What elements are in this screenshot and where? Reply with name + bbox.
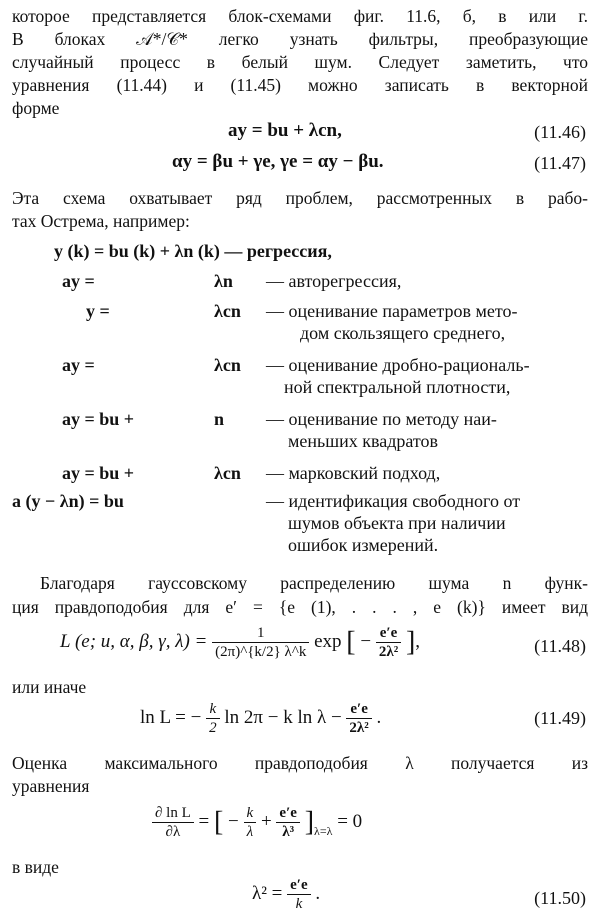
list-mid: n <box>214 409 225 429</box>
numerator: k <box>206 700 220 719</box>
numerator: ∂ ln L <box>152 804 194 823</box>
numerator: e′e <box>376 624 401 643</box>
list-right: меньших квадратов <box>288 431 439 451</box>
equation-number: (11.48) <box>534 636 586 656</box>
fraction <box>206 700 220 737</box>
text-line: или иначе <box>12 677 87 697</box>
numerator: e′e <box>346 700 371 719</box>
list-right: — оценивание по методу наи- <box>266 409 497 429</box>
fraction <box>346 700 371 737</box>
list-right: шумов объекта при наличии <box>288 513 506 533</box>
text-line: уравнения <box>12 776 90 796</box>
bracket-left: [ <box>213 806 224 838</box>
list-right: — авторегрессия, <box>266 271 402 291</box>
list-mid: λn <box>214 271 233 291</box>
text-line: ция правдоподобия для e′ = {e (1), . . . , e (k)} имеет вид <box>12 597 588 617</box>
denominator: (2π)^{k/2} λ^k <box>215 644 307 660</box>
equation-number: (11.46) <box>534 122 586 142</box>
equation-11-47: αy = βu + γe, γe = αy − βu. <box>172 151 384 172</box>
list-mid: λcn <box>214 301 241 321</box>
list-left: ay = <box>62 271 95 291</box>
fraction <box>212 624 309 661</box>
text-line: форме <box>12 98 60 118</box>
exp-label: exp <box>314 630 342 652</box>
eq-lhs: L (e; u, α, β, γ, λ) = <box>60 630 208 652</box>
numerator: 1 <box>212 624 309 643</box>
list-regression: y (k) = bu (k) + λn (k) — регрессия, <box>54 241 332 261</box>
equation-11-46: ay = bu + λcn, <box>228 120 342 141</box>
list-left: ay = bu + <box>62 409 135 429</box>
equation-derivative: $\frac{\text{∂ ln L}}{\partial\lambda}$ = [ − $\frac{k}{\lambda}$ + $\frac{e'e}{\text{λ³}}$ ]$_{\lambda=\lambda} = 0$ <box>152 804 362 841</box>
list-left: ay = bu + <box>62 463 135 483</box>
numerator: e′e <box>287 876 311 895</box>
list-right: — марковский подход, <box>266 463 441 483</box>
eval-subscript: λ=λ <box>314 823 333 838</box>
numerator: k <box>244 804 257 823</box>
list-right: — оценивание дробно-рациональ- <box>266 355 530 375</box>
denominator: λ³ <box>282 824 295 840</box>
denominator: ∂λ <box>165 824 181 840</box>
denominator: 2 <box>209 720 217 736</box>
list-mid: λcn <box>214 463 241 483</box>
text-line: Эта схема охватывает ряд проблем, рассмотренных в рабо- <box>12 188 588 208</box>
text-line: В блоках 𝒜*/𝒞* легко узнать фильтры, преобразующие <box>12 29 588 49</box>
bracket-right: ] <box>304 806 315 838</box>
text-line: которое представляется блок-схемами фиг. 11.6, б, в или г. <box>12 6 588 26</box>
equation-number: (11.47) <box>534 153 586 173</box>
equation-11-50: λ² = $\frac{e'e}{k}$ . <box>252 877 321 912</box>
eq-mid: ln 2π − k ln λ − <box>224 706 342 728</box>
equation-11-49: ln L = − $\frac{k}{2}$ ln 2π − k ln λ − $\frac{e'e}{\text{2λ²}}$ . <box>140 701 382 736</box>
list-right: — идентификация свободного от <box>266 491 521 511</box>
bracket-left: [ <box>346 626 356 658</box>
fraction <box>152 804 194 841</box>
denominator: k <box>295 896 303 912</box>
list-right: — оценивание параметров мето- <box>266 301 518 321</box>
text-line: случайный процесс в белый шум. Следует заметить, что <box>12 52 588 72</box>
fraction <box>376 624 401 661</box>
equation-11-48: L (e; u, α, β, γ, λ) = $\frac{1}{(2\pi)\^{}\{k/2\} \lambda\^{}k}$ exp [ − $\frac{e'e}{\text{2λ²}}$ ], <box>60 625 421 660</box>
list-right: ошибок измерений. <box>288 535 439 555</box>
fraction <box>244 804 257 841</box>
text-line: тах Острема, например: <box>12 211 190 231</box>
list-right: ной спектральной плотности, <box>284 377 511 397</box>
eq-lhs: ln L = − <box>140 706 202 728</box>
numerator: e′e <box>276 804 300 823</box>
eq-rhs: = 0 <box>337 810 363 832</box>
text-line: в виде <box>12 857 59 877</box>
text-line: уравнения (11.44) и (11.45) можно записать в векторной <box>12 75 588 95</box>
list-left: y = <box>86 301 110 321</box>
equation-number: (11.49) <box>534 708 586 728</box>
fraction <box>276 804 300 841</box>
denominator: λ <box>246 824 254 840</box>
eq-lhs: λ² = <box>252 882 283 904</box>
list-mid: λcn <box>214 355 241 375</box>
fraction <box>287 876 311 913</box>
text-line: Благодаря гауссовскому распределению шума n функ- <box>40 573 588 593</box>
denominator: 2λ² <box>349 720 369 736</box>
list-left: a (y − λn) = bu <box>12 491 124 511</box>
equation-number: (11.50) <box>534 888 586 908</box>
list-right: дом скользящего среднего, <box>300 323 506 343</box>
list-left: ay = <box>62 355 95 375</box>
denominator: 2λ² <box>378 644 399 660</box>
bracket-right: ] <box>405 626 416 658</box>
text-line: Оценка максимального правдоподобия λ получается из <box>12 753 588 773</box>
